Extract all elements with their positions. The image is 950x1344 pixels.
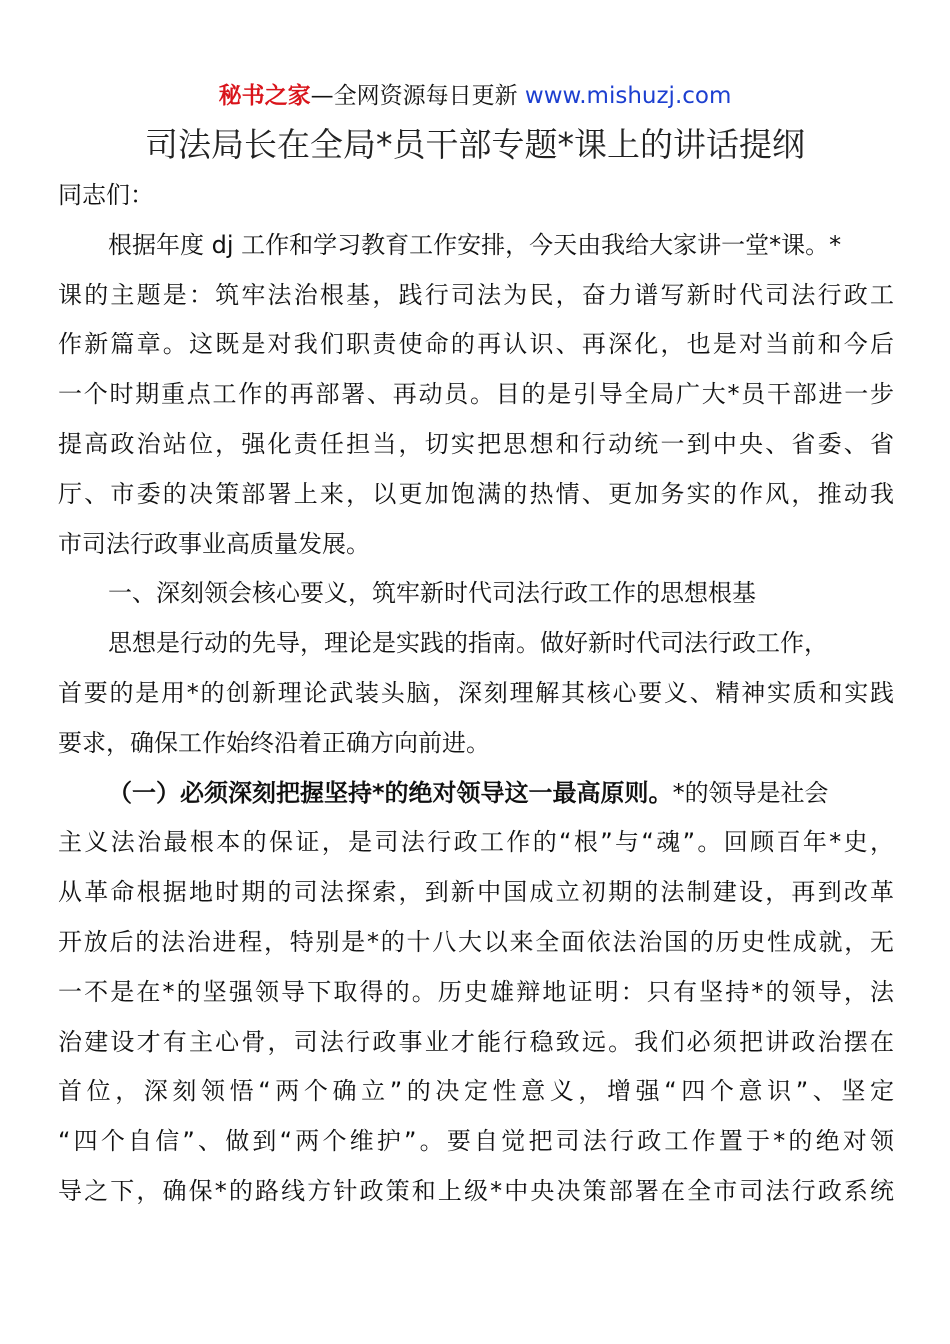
- paragraph-line: 首要的是用*的创新理论武装头脑，深刻理解其核心要义、精神实质和实践: [58, 678, 894, 707]
- paragraph-line: 作新篇章。这既是对我们职责使命的再认识、再深化，也是对当前和今后: [58, 330, 894, 359]
- paragraph-line: 一个时期重点工作的再部署、再动员。目的是引导全局广大*员干部进一步: [58, 380, 894, 409]
- brand-name: 秘书之家: [218, 83, 311, 109]
- banner-tagline: —全网资源每日更新: [310, 83, 518, 109]
- paragraph-line: 课的主题是：筑牢法治根基，践行司法为民，奋力谱写新时代司法行政工: [58, 280, 894, 309]
- document-title: 司法局长在全局*员干部专题*课上的讲话提纲: [145, 125, 805, 164]
- section-heading: 一、深刻领会核心要义，筑牢新时代司法行政工作的思想根基: [108, 579, 756, 608]
- paragraph-line: 思想是行动的先导，理论是实践的指南。做好新时代司法行政工作，: [108, 629, 828, 658]
- paragraph-line: 厅、市委的决策部署上来，以更加饱满的热情、更加务实的作风，推动我: [58, 479, 894, 508]
- paragraph-line: 首位，深刻领悟“两个确立”的决定性意义，增强“四个意识”、坚定: [58, 1077, 894, 1106]
- site-url-link[interactable]: www.mishuzj.com: [524, 83, 732, 109]
- paragraph-line: 主义法治最根本的保证，是司法行政工作的“根”与“魂”。回顾百年*史，: [58, 828, 894, 857]
- subsection-text: *的领导是社会: [672, 778, 829, 807]
- subsection-heading: （一）必须深刻把握坚持*的绝对领导这一最高原则。: [108, 778, 673, 807]
- paragraph-line: 导之下，确保*的路线方针政策和上级*中央决策部署在全市司法行政系统: [58, 1176, 894, 1205]
- subsection-line: [58, 769, 894, 819]
- site-banner: [0, 80, 950, 112]
- paragraph-line: “四个自信”、做到“两个维护”。要自觉把司法行政工作置于*的绝对领: [58, 1127, 894, 1156]
- paragraph-line: 根据年度 dj 工作和学习教育工作安排，今天由我给大家讲一堂*课。*: [108, 230, 842, 259]
- document-body: [58, 171, 894, 1217]
- paragraph-line: 从革命根据地时期的司法探索，到新中国成立初期的法制建设，再到改革: [58, 878, 894, 907]
- paragraph-line: 市司法行政事业高质量发展。: [58, 529, 370, 558]
- paragraph-line: 一不是在*的坚强领导下取得的。历史雄辩地证明：只有坚持*的领导，法: [58, 977, 894, 1006]
- paragraph-line: 要求，确保工作始终沿着正确方向前进。: [58, 728, 490, 757]
- paragraph-line: 开放后的法治进程，特别是*的十八大以来全面依法治国的历史性成就，无: [58, 927, 894, 956]
- salutation: 同志们：: [58, 181, 154, 209]
- paragraph-line: 治建设才有主心骨，司法行政事业才能行稳致远。我们必须把讲政治摆在: [58, 1027, 894, 1056]
- paragraph-line: 提高政治站位，强化责任担当，切实把思想和行动统一到中央、省委、省: [58, 429, 894, 458]
